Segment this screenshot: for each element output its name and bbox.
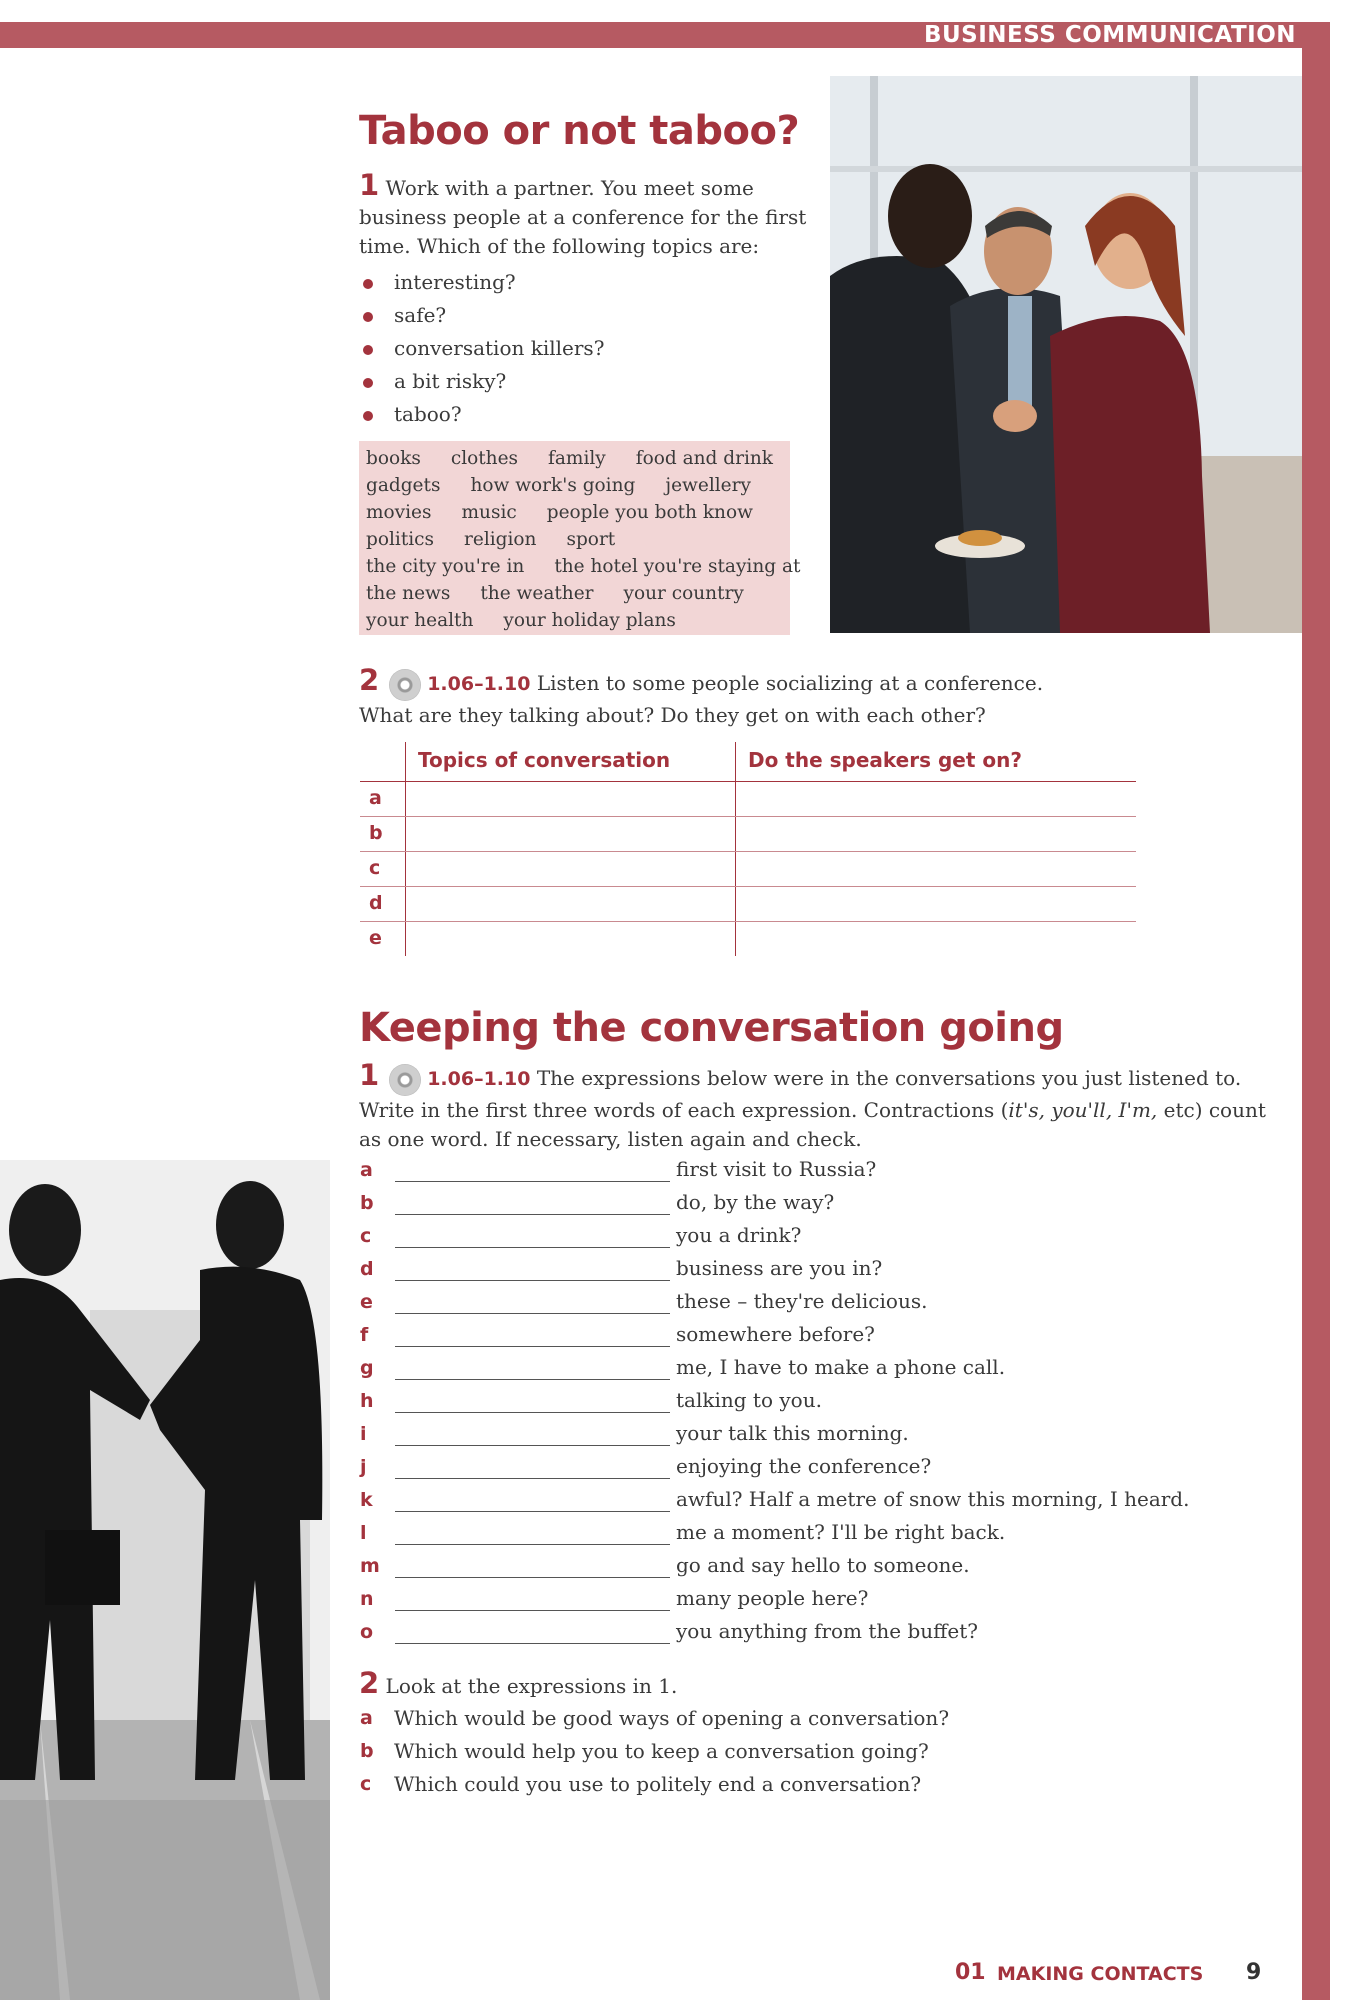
answer-blank[interactable] <box>395 1313 670 1314</box>
item-letter: m <box>360 1555 380 1577</box>
instruction-text: Listen to some people socializing at a conference. <box>536 671 1044 695</box>
item-text: business are you in? <box>676 1256 883 1280</box>
item-letter: o <box>360 1621 374 1643</box>
conversation-table <box>360 742 1136 956</box>
side-bar <box>1302 22 1330 2000</box>
exercise-number: 2 <box>359 663 380 697</box>
answer-blank[interactable] <box>395 1247 670 1248</box>
instruction-text: etc) count <box>1157 1097 1266 1122</box>
instruction-text: Look at the expressions in 1. <box>385 1674 678 1698</box>
handshake-illustration <box>830 76 1302 633</box>
item-letter: b <box>360 1192 374 1214</box>
item-letter: k <box>360 1489 373 1511</box>
item-letter: g <box>360 1357 374 1379</box>
row-letter: b <box>369 822 383 844</box>
item-letter: a <box>360 1159 373 1181</box>
audio-cd-icon[interactable] <box>389 1064 421 1096</box>
item-text: many people here? <box>676 1586 869 1610</box>
word: gadgets <box>366 475 441 496</box>
item-text: you anything from the buffet? <box>676 1619 978 1643</box>
word: movies <box>366 502 432 523</box>
answer-blank[interactable] <box>395 1643 670 1644</box>
section1-ex1-instruction <box>359 168 809 261</box>
item-text: awful? Half a metre of snow this morning, I heard. <box>676 1487 1190 1511</box>
item-letter: l <box>360 1522 367 1544</box>
item-text: your talk this morning. <box>676 1421 909 1445</box>
item-letter: b <box>360 1740 374 1762</box>
list-item: taboo? <box>360 398 604 431</box>
section2-ex1-instruction <box>359 1058 1266 1154</box>
item-letter: c <box>360 1225 372 1247</box>
answer-blank[interactable] <box>395 1511 670 1512</box>
section2-ex2-instruction <box>359 1666 678 1701</box>
item-text: do, by the way? <box>676 1190 835 1214</box>
instruction-text: Work with a partner. You meet some business people at a conference for the first time. Which of the following topics are: <box>359 176 807 258</box>
item-text: these – they're delicious. <box>676 1289 928 1313</box>
track-number: 1.06–1.10 <box>427 1068 531 1090</box>
instruction-text: The expressions below were in the conversations you just listened to. <box>536 1066 1242 1090</box>
row-letter: e <box>369 927 382 949</box>
word: sport <box>566 529 616 550</box>
topics-word-box <box>359 441 801 635</box>
item-text: talking to you. <box>676 1388 822 1412</box>
topic-bullet-list <box>360 266 604 431</box>
item-letter: c <box>360 1773 372 1795</box>
page-number: 9 <box>1246 1960 1262 1985</box>
answer-blank[interactable] <box>395 1280 670 1281</box>
column-header-topics: Topics of conversation <box>418 748 671 772</box>
handshake-photo <box>830 76 1302 633</box>
answer-blank[interactable] <box>395 1346 670 1347</box>
answer-blank[interactable] <box>395 1544 670 1545</box>
column-header-get-on: Do the speakers get on? <box>748 748 1022 772</box>
list-item: a bit risky? <box>360 365 604 398</box>
word: jewellery <box>665 475 751 496</box>
exercise-number: 1 <box>359 1058 380 1092</box>
instruction-text: What are they talking about? Do they get on with each other? <box>359 702 986 727</box>
word: people you both know <box>546 502 753 523</box>
item-letter: a <box>360 1707 373 1729</box>
item-text: enjoying the conference? <box>676 1454 932 1478</box>
item-text: first visit to Russia? <box>676 1157 877 1181</box>
header-bar <box>0 22 1302 48</box>
answer-blank[interactable] <box>395 1412 670 1413</box>
item-letter: d <box>360 1258 374 1280</box>
item-text: go and say hello to someone. <box>676 1553 970 1577</box>
item-letter: e <box>360 1291 373 1313</box>
silhouette-photo <box>0 1160 330 2000</box>
exercise-number: 2 <box>359 1666 380 1700</box>
item-text: me, I have to make a phone call. <box>676 1355 1006 1379</box>
word: the weather <box>480 583 594 604</box>
word: family <box>548 448 606 469</box>
word: music <box>461 502 517 523</box>
unit-title: MAKING CONTACTS <box>997 1963 1204 1985</box>
instruction-text: Write in the first three words of each expression. Contractions ( <box>359 1097 1009 1122</box>
row-letter: c <box>369 857 381 879</box>
item-letter: f <box>360 1324 369 1346</box>
item-text: somewhere before? <box>676 1322 875 1346</box>
row-letter: d <box>369 892 383 914</box>
item-text: Which would help you to keep a conversation going? <box>394 1739 929 1763</box>
word: the hotel you're staying at <box>554 556 801 577</box>
contractions-example: it's, you'll, I'm, <box>1008 1097 1158 1122</box>
silhouette-illustration <box>0 1160 330 2000</box>
unit-number: 01 <box>955 1960 986 1985</box>
section1-title: Taboo or not taboo? <box>359 108 800 154</box>
list-item: interesting? <box>360 266 604 299</box>
section-label: BUSINESS COMMUNICATION <box>923 22 1296 48</box>
answer-blank[interactable] <box>395 1214 670 1215</box>
answer-blank[interactable] <box>395 1445 670 1446</box>
answer-blank[interactable] <box>395 1181 670 1182</box>
section2-title: Keeping the conversation going <box>359 1005 1064 1051</box>
word: your health <box>366 610 474 631</box>
audio-cd-icon[interactable] <box>389 669 421 701</box>
track-number: 1.06–1.10 <box>427 673 531 695</box>
row-letter: a <box>369 787 382 809</box>
word: your holiday plans <box>503 610 676 631</box>
item-letter: i <box>360 1423 367 1445</box>
item-letter: j <box>360 1456 367 1478</box>
word: religion <box>464 529 537 550</box>
item-text: Which would be good ways of opening a conversation? <box>394 1706 950 1730</box>
answer-blank[interactable] <box>395 1478 670 1479</box>
word: how work's going <box>470 475 636 496</box>
item-letter: h <box>360 1390 374 1412</box>
item-text: Which could you use to politely end a conversation? <box>394 1772 922 1796</box>
answer-blank[interactable] <box>395 1577 670 1578</box>
list-item: safe? <box>360 299 604 332</box>
instruction-text: as one word. If necessary, listen again and check. <box>359 1126 862 1151</box>
word: the city you're in <box>366 556 525 577</box>
word: your country <box>623 583 744 604</box>
word: the news <box>366 583 451 604</box>
exercise-number: 1 <box>359 168 380 202</box>
answer-blank[interactable] <box>395 1379 670 1380</box>
word: politics <box>366 529 435 550</box>
word: clothes <box>450 448 519 469</box>
list-item: conversation killers? <box>360 332 604 365</box>
item-letter: n <box>360 1588 374 1610</box>
answer-blank[interactable] <box>395 1610 670 1611</box>
word: books <box>366 448 421 469</box>
section1-ex2-instruction <box>359 663 1159 730</box>
item-text: me a moment? I'll be right back. <box>676 1520 1006 1544</box>
item-text: you a drink? <box>676 1223 802 1247</box>
word: food and drink <box>635 448 774 469</box>
